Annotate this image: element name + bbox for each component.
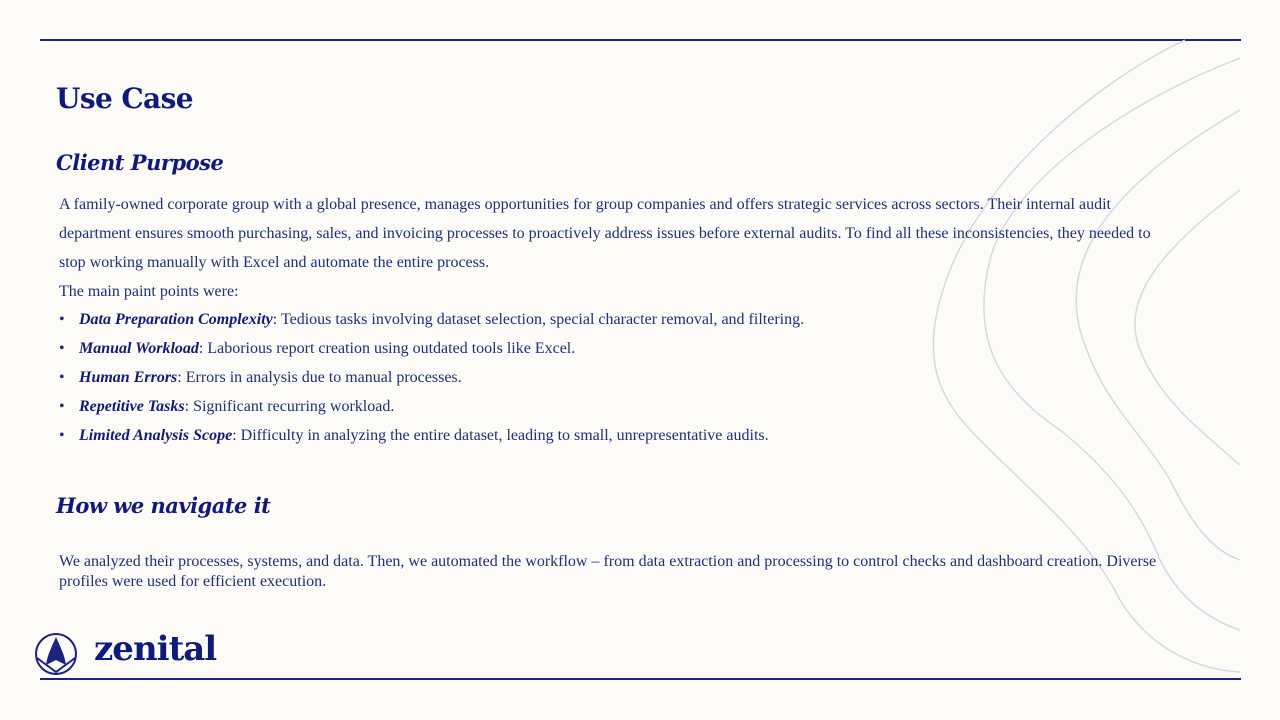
pain-points-list xyxy=(59,305,804,450)
pain-point-term: Manual Workload xyxy=(79,340,199,357)
how-we-navigate-text: We analyzed their processes, systems, and data. Then, we automated the workflow – from data extraction and processing to control checks and dashboard creation. Diverse profiles were used for efficient execution. xyxy=(59,553,1157,590)
pain-point-term: Human Errors xyxy=(79,369,178,386)
list-item xyxy=(59,392,804,421)
bottom-divider xyxy=(40,678,1241,680)
pain-point-text: : Laborious report creation using outdated tools like Excel. xyxy=(198,340,576,357)
list-item xyxy=(59,421,804,450)
pain-points-label: The main paint points were: xyxy=(59,283,239,300)
pain-point-text: : Errors in analysis due to manual processes. xyxy=(177,369,462,386)
list-item xyxy=(59,305,804,334)
bullet-icon: • xyxy=(59,398,65,415)
list-item xyxy=(59,363,804,392)
page-title: Use Case xyxy=(56,82,193,115)
contour-line xyxy=(1076,110,1240,560)
pain-point-text: : Tedious tasks involving dataset selection, special character removal, and filtering. xyxy=(272,311,805,328)
contour-line xyxy=(984,58,1240,630)
bullet-icon: • xyxy=(59,340,65,357)
pain-point-term: Data Preparation Complexity xyxy=(79,311,273,328)
brand-wordmark: zenital xyxy=(94,629,217,669)
bullet-icon: • xyxy=(59,427,65,444)
client-purpose-heading: Client Purpose xyxy=(56,150,224,175)
zenital-logo-icon xyxy=(34,632,78,676)
how-we-navigate-heading: How we navigate it xyxy=(56,493,271,518)
bullet-icon: • xyxy=(59,369,65,386)
list-item xyxy=(59,334,804,363)
pain-point-text: : Significant recurring workload. xyxy=(184,398,395,415)
pain-point-text: : Difficulty in analyzing the entire dataset, leading to small, unrepresentative audits. xyxy=(232,427,769,444)
bullet-icon: • xyxy=(59,311,65,328)
client-purpose-intro: A family-owned corporate group with a global presence, manages opportunities for group companies and offers strategic services across sectors. Their internal audit department ensures smooth purchasing, sales, and invoicing processes to proactively address issues before external audits. To find all these inconsistencies, they needed to stop working manually with Excel and automate the entire process. xyxy=(59,196,1151,271)
pain-point-term: Repetitive Tasks xyxy=(79,398,185,415)
pain-point-term: Limited Analysis Scope xyxy=(79,427,233,444)
